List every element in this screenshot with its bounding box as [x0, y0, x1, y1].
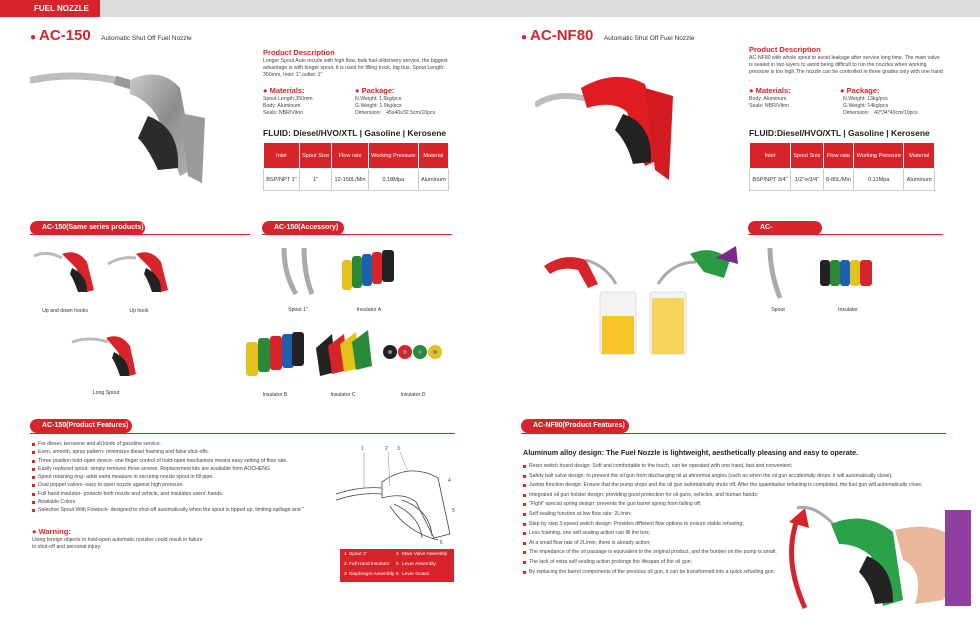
ac150-accessory-pill: AC-150(Accessory)	[262, 221, 344, 235]
list-item: Dual poppet valves- easy to open nozzle against high pressure.	[32, 481, 332, 489]
acnf80-features-lead: Aluminum alloy design: The Fuel Nozzle is lightweight, aesthetically pleasing and easy to operate.	[523, 448, 859, 457]
right-spec-table	[749, 142, 935, 191]
list-item: Three position hold-open device- one finger control of hold-open mechanism means easy setting of flow rate.	[32, 457, 332, 465]
insulator-d-image	[382, 334, 444, 380]
acnf80-spout-image	[758, 244, 798, 304]
left-desc-text: Longer Spout Auto nozzle with high flow, bulk fuel oildelivery service, the biggest advantage is with longer spout, it is used for filling truck, big bus. Spout Length: 350mm, Inlet: 1",outlet: 1"	[263, 58, 448, 79]
diagram-label-2: 2	[385, 446, 388, 452]
th-spout-size: Spout Size	[299, 143, 331, 169]
ac150-parts-diagram	[330, 442, 460, 546]
table-row: BSP/NPT 1" 1" 12-150L/Min 0.18Mpa Aluminum	[264, 169, 449, 191]
list-item: Even, smooth, spray pattern- minimizes diesel foaming and false shut-offs.	[32, 448, 332, 456]
left-materials-list: Spout Length:350mm Body: Aluminum Seals: NBR/Viton	[263, 96, 313, 117]
list-item: At a small flow rate of 2L/min, there is already action;	[523, 539, 923, 549]
th-inlet: Inlet	[750, 143, 791, 169]
ac150-features-list	[32, 440, 332, 515]
up-hook-image	[106, 244, 172, 304]
caption-up-down-hooks: Up and down hooks	[42, 308, 88, 314]
caption-up-hook: Up hook	[129, 308, 149, 314]
th-inlet: Inlet	[264, 143, 300, 169]
ac150-features-pill: AC-150(Product Features)	[30, 419, 132, 433]
diagram-label-1: 1	[361, 446, 364, 452]
left-model-heading: ● AC-150 Automatic Shut Off Fuel Nozzle	[30, 27, 192, 44]
left-desc-title: Product Description	[263, 48, 335, 57]
list-item: The impedance of the oil passage is equivalent to the original product, and the burden on the pump is small;	[523, 548, 923, 558]
acnf80-accessory-rule	[748, 234, 943, 235]
header-bar	[0, 0, 980, 17]
diagram-label-5: 5	[452, 508, 455, 514]
list-item: For diesel, kerosene and all kinds of gasoline service.	[32, 440, 332, 448]
diagram-label-6: 6	[440, 540, 443, 546]
right-materials-list: Body: Aluminum Seals: NBR/Viton	[749, 96, 789, 110]
list-item: Full hand insulator- protects both nozzle and vehicle, and insulates users' hands.	[32, 490, 332, 498]
right-desc-title: Product Description	[749, 45, 821, 54]
insulator-b-image	[244, 328, 306, 386]
right-model-heading: ● AC-NF80 Automatic Shut Off Fuel Nozzle	[521, 27, 695, 44]
caption-insulator-c: Insulator C	[330, 392, 356, 398]
th-working-pressure: Working Pressure	[368, 143, 418, 169]
left-materials-title: ● Materials:	[263, 86, 305, 95]
list-item: Resin switch board design: Soft and comfortable to the touch, can be operated with one hand, fast and convenient;	[523, 462, 923, 472]
list-item: Step by step 3-speed switch design: Provides different flow options to ensure stable refueling;	[523, 520, 923, 530]
list-item: Less foaming, one self sealing action can fill the box;	[523, 529, 923, 539]
caption-insulator-d: Insulator D	[400, 392, 426, 398]
caption-long-spout: Long Spout	[92, 390, 120, 396]
green-nozzle-hand-image	[775, 500, 975, 615]
long-spout-image	[70, 326, 142, 386]
th-spout-size: Spout Size	[790, 143, 823, 169]
left-fluid-line: FLUID: Diesel/HVO/XTL | Gasoline | Kerosene	[263, 128, 447, 138]
th-material: Material	[904, 143, 935, 169]
list-item: By replacing the barrel components of the previous oil gun, it can be transformed into a quick refueling gun;	[523, 568, 923, 578]
right-materials-title: ● Materials:	[749, 86, 791, 95]
caption-insulator-a: Insulator A	[356, 307, 382, 313]
acnf80-insulator-image	[818, 256, 878, 296]
spout-1-image	[270, 244, 326, 304]
warning-title: ● Warning:	[32, 527, 71, 536]
diagram-label-4: 4	[448, 478, 451, 484]
th-material: Material	[418, 143, 448, 169]
ac150-nozzle-image	[30, 58, 230, 193]
list-item: Spout retaining ring- adds extra measure in securing nozzle spout in fill pipe.	[32, 473, 332, 481]
up-down-hooks-image	[32, 244, 98, 304]
warning-text: Using foreign objects to hold-open automatic nozzles could result in failure to shut-off and personal injury.	[32, 537, 203, 551]
th-flow-rate: Flow rate	[823, 143, 853, 169]
right-package-list: N.Weight: 13kg/pcs G.Weight: 14kg/pcs Dimension： 42*34*40cm/10pcs	[843, 96, 918, 117]
list-item: Justop function design: Ensure that the pump stops and the oil gun automatically shuts off. After the quantitative refueling is completed, the fuel gun will automatically close;	[523, 481, 923, 491]
table-row: BSP/NPT 3/4" 1/2"or3/4" 8-80L/Min 0.11Mpa Aluminum	[750, 169, 935, 191]
th-working-pressure: Working Pressure	[854, 143, 904, 169]
caption-spout-1: Spout 1"	[288, 307, 308, 313]
caption-insulator-b: Insulator B	[262, 392, 288, 398]
insulator-c-image	[312, 328, 374, 386]
right-package-title: ● Package:	[840, 86, 880, 95]
list-item: Easily replaced spout- simply removes three screws. Replacement kits are available from AOCHENG	[32, 465, 332, 473]
acnf80-features-rule	[521, 433, 946, 434]
ac150-features-rule	[30, 433, 455, 434]
list-item: "Fight" special spring design: prevents the gun barrel spring from falling off;	[523, 500, 923, 510]
same-series-rule	[30, 234, 250, 235]
acnf80-accessory-pill: AC-NF80(Accessory)	[748, 221, 822, 235]
same-series-pill: AC-150(Same series products)	[30, 221, 145, 235]
right-model-name: AC-NF80	[530, 27, 594, 44]
list-item: Self sealing function at low flow rate: 2L/min;	[523, 510, 923, 520]
left-model-subtitle: Automatic Shut Off Fuel Nozzle	[101, 35, 192, 42]
insulator-a-image	[338, 244, 400, 302]
caption-acnf80-spout: Spout	[771, 307, 785, 313]
right-desc-text: AC-NF80 with whole spout to avoid leakage after service long time. The main valve is sealed in two layers to avoid being difficult to run the nozzles when working pressure is too high.The nozzle can be controlled in three grades only with one hand .	[749, 55, 943, 83]
diagram-legend: 1 Spout 1" 4 Main Valve Assembly 2 Full Hand Insulator 5 Lever Assembly 3 Diaphragm Assembly 6 Lever Guard	[340, 549, 454, 582]
right-fluid-line: FLUID:Diesel/HVO/XTL | Gasoline | Kerosene	[749, 128, 930, 138]
ac150-accessory-rule	[262, 234, 452, 235]
list-item: Safety ball valve design: to prevent the oil gun from discharging oil at abnormal angles (such as when the oil gun accidentally drops, it will automatically close);	[523, 472, 923, 482]
caption-acnf80-insulator: Insulator	[838, 307, 858, 313]
left-package-title: ● Package:	[355, 86, 395, 95]
th-flow-rate: Flow rate	[332, 143, 369, 169]
acnf80-nozzle-image	[535, 58, 715, 193]
list-item: Selective Spout With Flowlock- designed to shut-off automatically when the spout is tipped up, limiting spillage and "	[32, 506, 332, 514]
list-item: Available Colors	[32, 498, 332, 506]
right-model-subtitle: Automatic Shut Off Fuel Nozzle	[603, 35, 695, 42]
left-spec-table	[263, 142, 449, 191]
section-tab: FUEL NOZZLE	[0, 0, 100, 17]
refuel-demo-image	[540, 244, 740, 366]
acnf80-features-pill: AC-NF80(Product Features)	[521, 419, 629, 433]
list-item: The lack of extra self sealing action prolongs the lifespan of the oil gun;	[523, 558, 923, 568]
left-package-list: N.Weight: 1.6kg/pcs G.Weight: 1.9kg/pcs Dimension： 45x40x32.5cm/10pcs	[355, 96, 436, 117]
left-model-name: AC-150	[39, 27, 91, 44]
diagram-label-3: 3	[397, 446, 400, 452]
list-item: Integrated oil gun holster design: providing good protection for oil guns, vehicles, and human hands;	[523, 491, 923, 501]
